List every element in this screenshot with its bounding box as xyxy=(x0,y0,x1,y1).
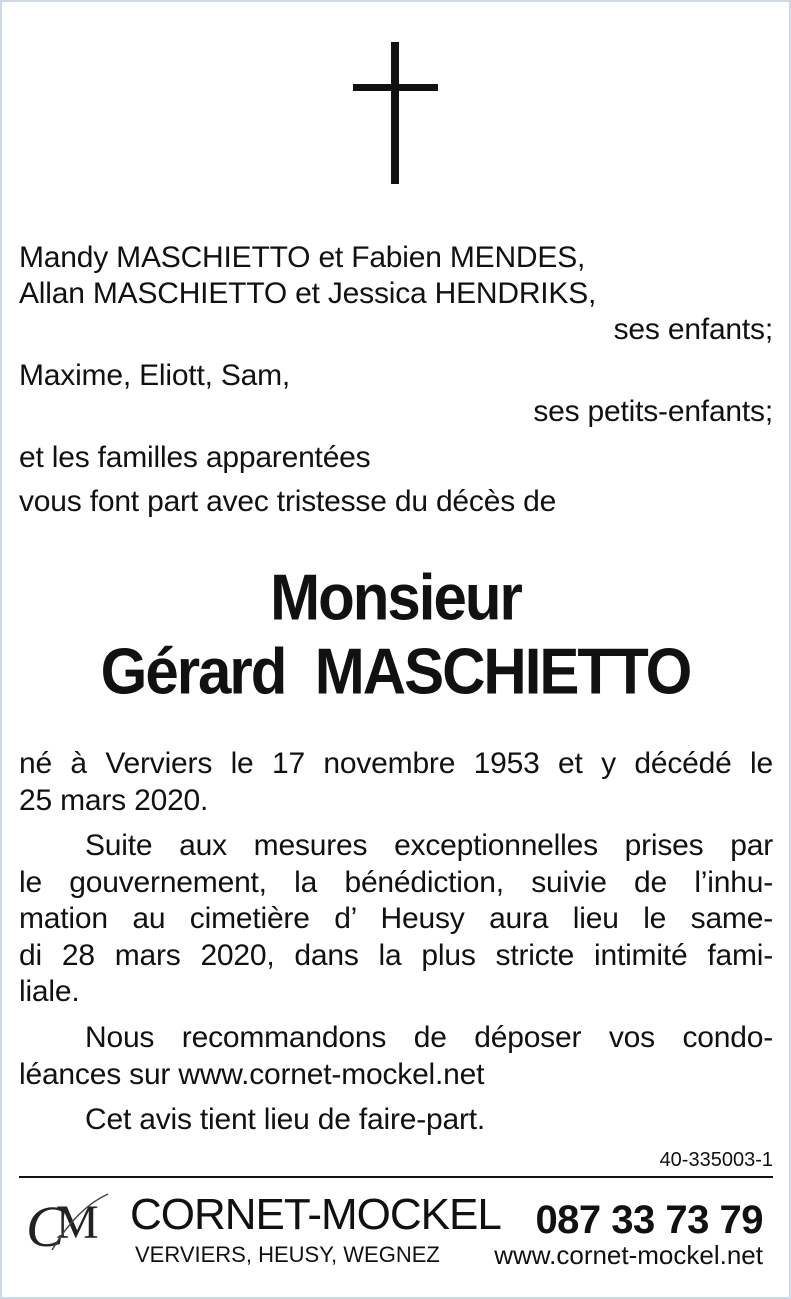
family-line-2: Allan MASCHIETTO et Jessica HENDRIKS, xyxy=(19,277,597,310)
family-line-1: Mandy MASCHIETTO et Fabien MENDES, xyxy=(19,241,586,274)
cm-monogram-logo-icon xyxy=(22,1188,112,1266)
notice-line: Cet avis tient lieu de faire-part. xyxy=(85,1103,486,1136)
deceased-title: Monsieur xyxy=(270,561,521,634)
website-link[interactable]: www.cornet-mockel.net xyxy=(494,1240,763,1270)
svg-text:C: C xyxy=(26,1194,65,1259)
birth-line: né à Verviers le 17 novembre 1953 et y décédé le xyxy=(19,747,773,780)
condolences-line: Nous recommandons de déposer vos condo- xyxy=(85,1021,773,1054)
condolences-paragraph xyxy=(19,1020,773,1093)
funeral-line: Suite aux mesures exceptionnelles prises par xyxy=(85,829,773,862)
condolences-line: léances sur www.cornet-mockel.net xyxy=(19,1057,485,1091)
birth-paragraph xyxy=(19,746,773,819)
reference-number: 40-335003-1 xyxy=(659,1149,773,1171)
funeral-line: mation au cimetière d’ Heusy aura lieu le same- xyxy=(19,902,773,935)
children-role: ses enfants; xyxy=(613,313,773,346)
funeral-paragraph xyxy=(19,828,773,1011)
birth-line: 25 mars 2020. xyxy=(19,783,209,817)
announcement-line: vous font part avec tristesse du décès de xyxy=(19,485,557,518)
cross-icon xyxy=(353,42,438,184)
funeral-line: le gouvernement, la bénédiction, suivie de l’inhu- xyxy=(19,865,773,899)
family-line-relatives: et les familles apparentées xyxy=(19,441,371,474)
divider xyxy=(19,1176,773,1178)
grandchildren-names: Maxime, Eliott, Sam, xyxy=(19,359,291,392)
funeral-line: di 28 mars 2020, dans la plus stricte intimité fami- xyxy=(19,938,773,972)
funeral-line: liale. xyxy=(19,975,80,1008)
towns: VERVIERS, HEUSY, WEGNEZ xyxy=(135,1242,440,1267)
phone-number: 087 33 73 79 xyxy=(535,1198,763,1242)
brand-name: CORNET-MOCKEL xyxy=(130,1190,501,1239)
deceased-name: Gérard MASCHIETTO xyxy=(100,635,691,708)
svg-text:M: M xyxy=(56,1196,99,1249)
grandchildren-role: ses petits-enfants; xyxy=(533,395,773,428)
